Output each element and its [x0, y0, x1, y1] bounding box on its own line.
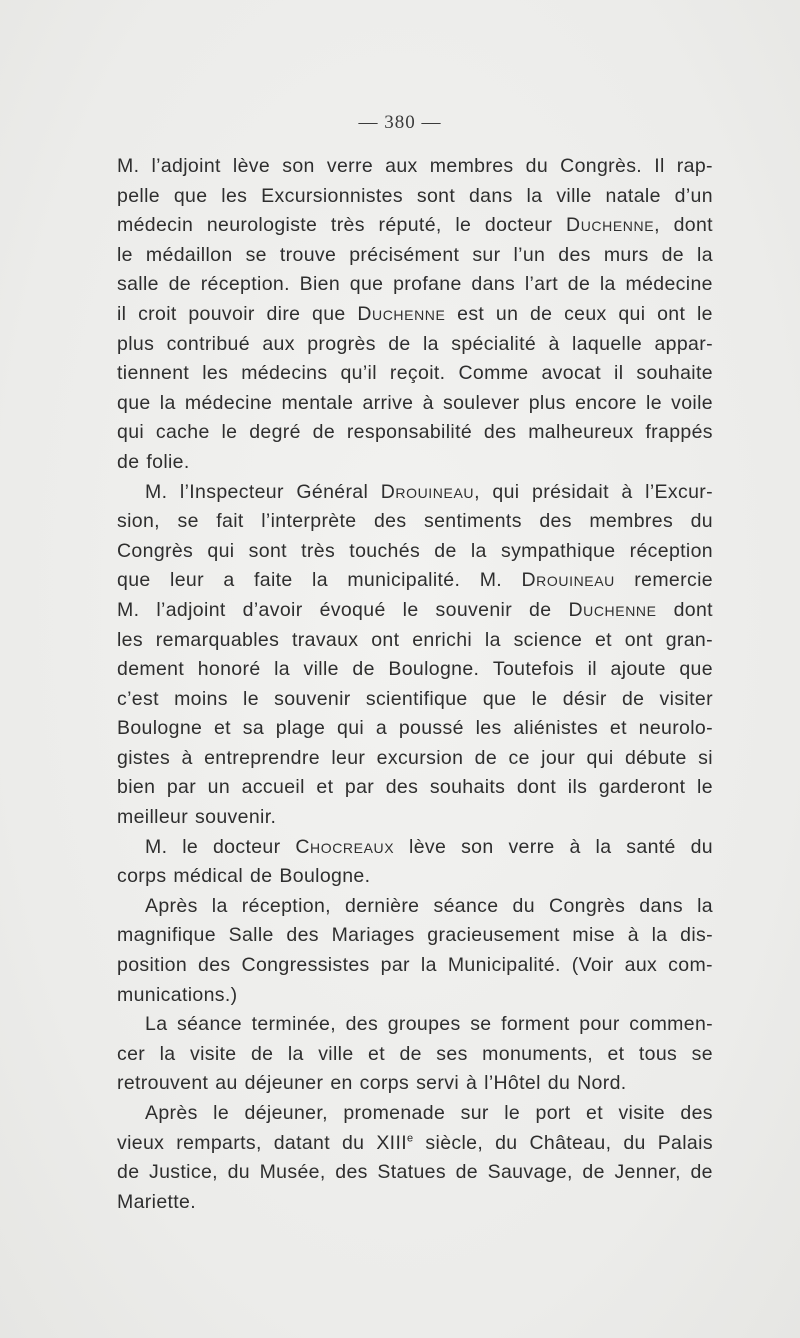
text-line: plus contribué aux progrès de la spécialité à laquelle appar- — [117, 332, 713, 355]
text-line: c’est moins le souvenir scientifique que le désir de visiter — [117, 687, 713, 710]
text-line: meilleur souvenir. — [117, 806, 277, 829]
text-line: Après le déjeuner, promenade sur le port et visite des — [145, 1102, 713, 1124]
text-line: que la médecine mentale arrive à soulever plus encore le voile — [117, 391, 713, 414]
text-line: munications.) — [117, 983, 238, 1006]
text-line: les remarquables travaux ont enrichi la science et ont gran- — [117, 628, 713, 651]
text-line: magnifique Salle des Mariages gracieusement mise à la dis- — [117, 924, 713, 947]
text-line: de Justice, du Musée, des Statues de Sauvage, de Jenner, de — [117, 1161, 713, 1184]
text-line: La séance terminée, des groupes se forment pour commen- — [145, 1013, 713, 1036]
text-line: que leur a faite la municipalité. M. Drouineau remercie — [117, 569, 713, 592]
text-line: cer la visite de la ville et de ses monuments, et tous se — [117, 1042, 713, 1065]
text-line: Mariette. — [117, 1190, 197, 1213]
body-text — [117, 152, 713, 1217]
text-line: médecin neurologiste très réputé, le docteur Duchenne, dont — [117, 214, 713, 237]
text-line: salle de réception. Bien que profane dans l’art de la médecine — [117, 273, 713, 296]
text-line: vieux remparts, datant du XIIIe siècle, du Château, du Palais — [117, 1131, 713, 1154]
text-line: bien par un accueil et par des souhaits dont ils garderont le — [117, 776, 713, 799]
page-number: — 380 — — [358, 112, 442, 133]
text-line: le médaillon se trouve précisément sur l’un des murs de la — [117, 243, 713, 266]
text-line: corps médical de Boulogne. — [117, 865, 371, 888]
text-line: Congrès qui sont très touchés de la sympathique réception — [117, 539, 713, 562]
text-line: pelle que les Excursionnistes sont dans la ville natale d’un — [117, 184, 713, 207]
text-line: M. l’adjoint d’avoir évoqué le souvenir de Duchenne dont — [117, 598, 713, 621]
text-line: Après la réception, dernière séance du Congrès dans la — [145, 894, 713, 917]
text-line: M. l’adjoint lève son verre aux membres du Congrès. Il rap- — [117, 155, 713, 177]
text-line: de folie. — [117, 450, 190, 473]
text-line: il croit pouvoir dire que Duchenne est un de ceux qui ont le — [117, 302, 713, 325]
text-line: M. l’Inspecteur Général Drouineau, qui présidait à l’Excur- — [145, 480, 713, 503]
text-line: retrouvent au déjeuner en corps servi à l’Hôtel du Nord. — [117, 1072, 627, 1095]
text-line: sion, se fait l’interprète des sentiments des membres du — [117, 510, 713, 533]
text-line: Boulogne et sa plage qui a poussé les aliénistes et neurolo- — [117, 717, 713, 740]
text-line: gistes à entreprendre leur excursion de ce jour qui débute si — [117, 746, 713, 769]
text-line: dement honoré la ville de Boulogne. Toutefois il ajoute que — [117, 658, 713, 681]
text-line: M. le docteur Chocreaux lève son verre à la santé du — [145, 835, 713, 858]
text-line: position des Congressistes par la Municipalité. (Voir aux com- — [117, 954, 713, 977]
text-line: qui cache le degré de responsabilité des malheureux frappés — [117, 421, 713, 444]
text-line: tiennent les médecins qu’il reçoit. Comme avocat il souhaite — [117, 362, 713, 385]
